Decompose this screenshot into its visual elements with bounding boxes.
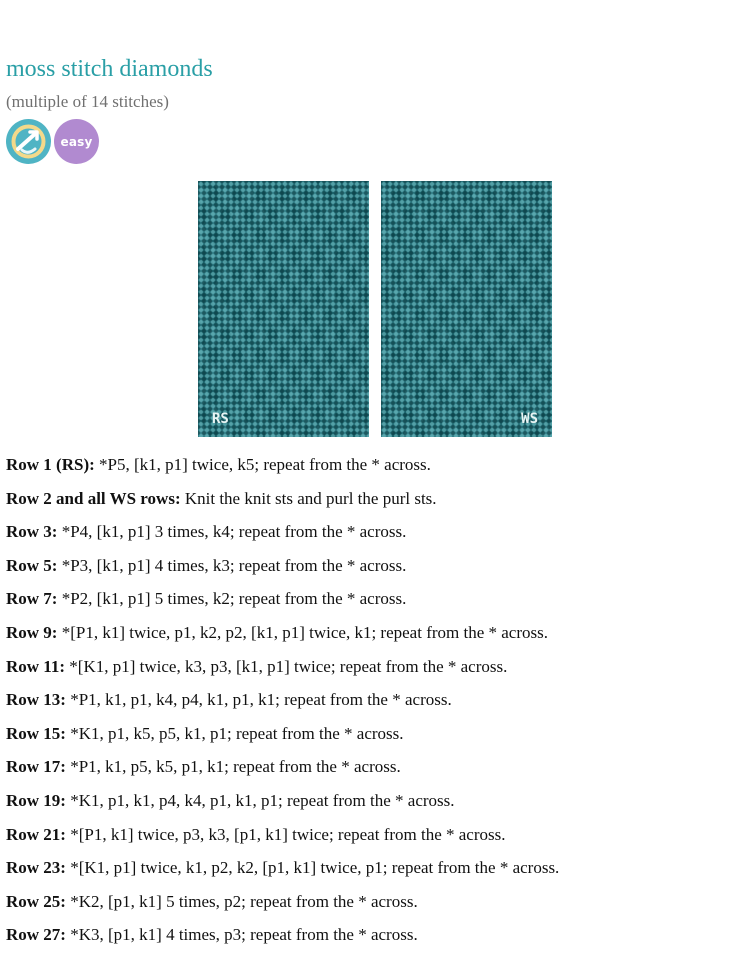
row-text: *P1, k1, p1, k4, p4, k1, p1, k1; repeat from the * across. [65, 690, 452, 710]
row-label: Row 3: [6, 522, 58, 542]
swatch-photo-right-side [198, 181, 369, 437]
instruction-row [6, 923, 746, 957]
row-text: *[P1, k1] twice, p3, k3, [p1, k1] twice; repeat from the * across. [65, 824, 506, 844]
row-label: Row 25: [6, 891, 66, 911]
row-text: Knit the knit sts and purl the purl sts. [180, 488, 437, 508]
instruction-row [6, 587, 746, 621]
instruction-row [6, 755, 746, 789]
instruction-row [6, 856, 746, 890]
row-text: *[K1, p1] twice, k1, p2, k2, [p1, k1] twice, p1; repeat from the * across. [65, 858, 560, 878]
row-label: Row 19: [6, 790, 66, 810]
row-label: Row 15: [6, 723, 66, 743]
row-label: Row 1 (RS): [6, 455, 95, 474]
row-label: Row 11: [6, 656, 66, 676]
row-label: Row 7: [6, 589, 58, 609]
row-label: Row 9: [6, 622, 58, 642]
swatch-label-ws: WS [521, 411, 538, 427]
row-text: *K3, [p1, k1] 4 times, p3; repeat from the * across. [65, 925, 418, 945]
row-label: Row 27: [6, 925, 66, 945]
badge-group [6, 119, 106, 165]
knit-method-icon [6, 119, 51, 164]
instruction-row [6, 789, 746, 823]
row-text: *P4, [k1, p1] 3 times, k4; repeat from the * across. [57, 522, 407, 542]
instruction-row [6, 890, 746, 924]
row-text: *K1, p1, k5, p5, k1, p1; repeat from the * across. [65, 723, 404, 743]
row-label: Row 13: [6, 690, 66, 710]
instruction-row [6, 722, 746, 756]
row-label: Row 5: [6, 555, 58, 575]
row-text: *[P1, k1] twice, p1, k2, p2, [k1, p1] twice, k1; repeat from the * across. [57, 622, 548, 642]
row-text: *K2, [p1, k1] 5 times, p2; repeat from the * across. [65, 891, 418, 911]
row-label: Row 21: [6, 824, 66, 844]
instruction-row [6, 487, 746, 521]
row-text: *P1, k1, p5, k5, p1, k1; repeat from the * across. [65, 757, 401, 777]
row-text: *P2, [k1, p1] 5 times, k2; repeat from the * across. [57, 589, 407, 609]
stitch-multiple: (multiple of 14 stitches) [6, 92, 169, 111]
pattern-title: moss stitch diamonds [6, 56, 213, 82]
row-instructions [6, 453, 746, 957]
row-text: *P5, [k1, p1] twice, k5; repeat from the * across. [94, 455, 431, 474]
instruction-row [6, 520, 746, 554]
row-text: *[K1, p1] twice, k3, p3, [k1, p1] twice; repeat from the * across. [65, 656, 508, 676]
instruction-row [6, 554, 746, 588]
row-label: Row 2 and all WS rows: [6, 488, 181, 508]
instruction-row [6, 621, 746, 655]
instruction-row [6, 655, 746, 689]
instruction-row [6, 823, 746, 857]
swatch-label-rs: RS [212, 411, 229, 427]
swatch-photo-wrong-side [381, 181, 552, 437]
instruction-row [6, 688, 746, 722]
row-text: *P3, [k1, p1] 4 times, k3; repeat from the * across. [57, 555, 407, 575]
row-text: *K1, p1, k1, p4, k4, p1, k1, p1; repeat from the * across. [65, 790, 455, 810]
row-label: Row 23: [6, 858, 66, 878]
row-label: Row 17: [6, 757, 66, 777]
skill-level-badge [54, 119, 99, 164]
skill-level-label: easy [60, 134, 93, 149]
instruction-row [6, 453, 746, 487]
